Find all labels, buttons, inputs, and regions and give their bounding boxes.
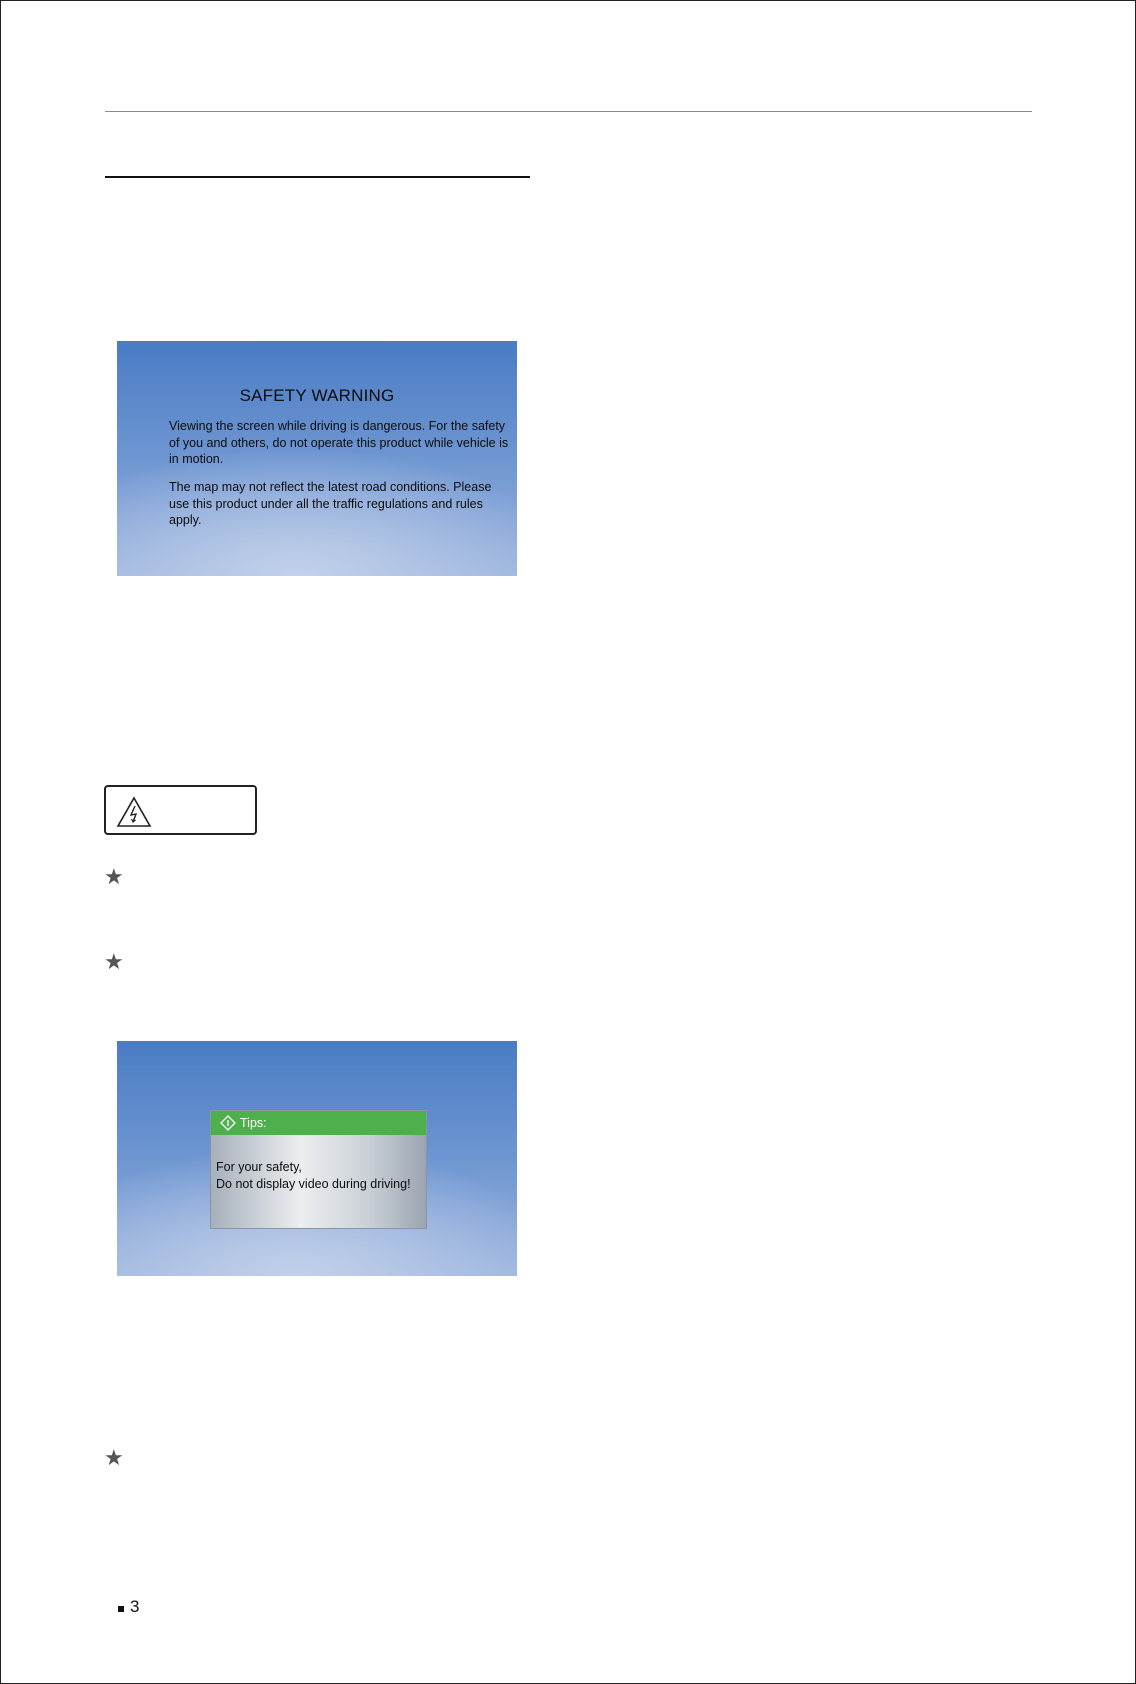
lightning-triangle-icon [116, 796, 152, 828]
tips-screen [117, 1041, 517, 1276]
star-icon: ★ [104, 1445, 124, 1470]
info-diamond-icon [220, 1115, 236, 1131]
safety-warning-paragraph-1: Viewing the screen while driving is dangerous. For the safety of you and others, do not operate this product while vehicle is in motion. [169, 419, 509, 466]
tips-message-line-1: For your safety, [216, 1160, 302, 1174]
tips-dialog [210, 1110, 427, 1229]
square-bullet-icon [118, 1606, 124, 1612]
tips-message-line-2: Do not display video during driving! [216, 1177, 411, 1191]
star-icon: ★ [104, 949, 124, 974]
safety-warning-title: SAFETY WARNING [239, 386, 395, 405]
section-title-underline [105, 176, 530, 178]
star-icon: ★ [104, 864, 124, 889]
warning-label-box [104, 785, 257, 835]
tips-dialog-title: Tips: [240, 1116, 267, 1130]
tips-dialog-header [211, 1111, 426, 1135]
page-number: 3 [130, 1597, 140, 1616]
safety-warning-screen [117, 341, 517, 576]
header-rule [105, 111, 1032, 112]
safety-warning-paragraph-2: The map may not reflect the latest road conditions. Please use this product under all the traffic regulations and rules apply. [169, 480, 492, 527]
